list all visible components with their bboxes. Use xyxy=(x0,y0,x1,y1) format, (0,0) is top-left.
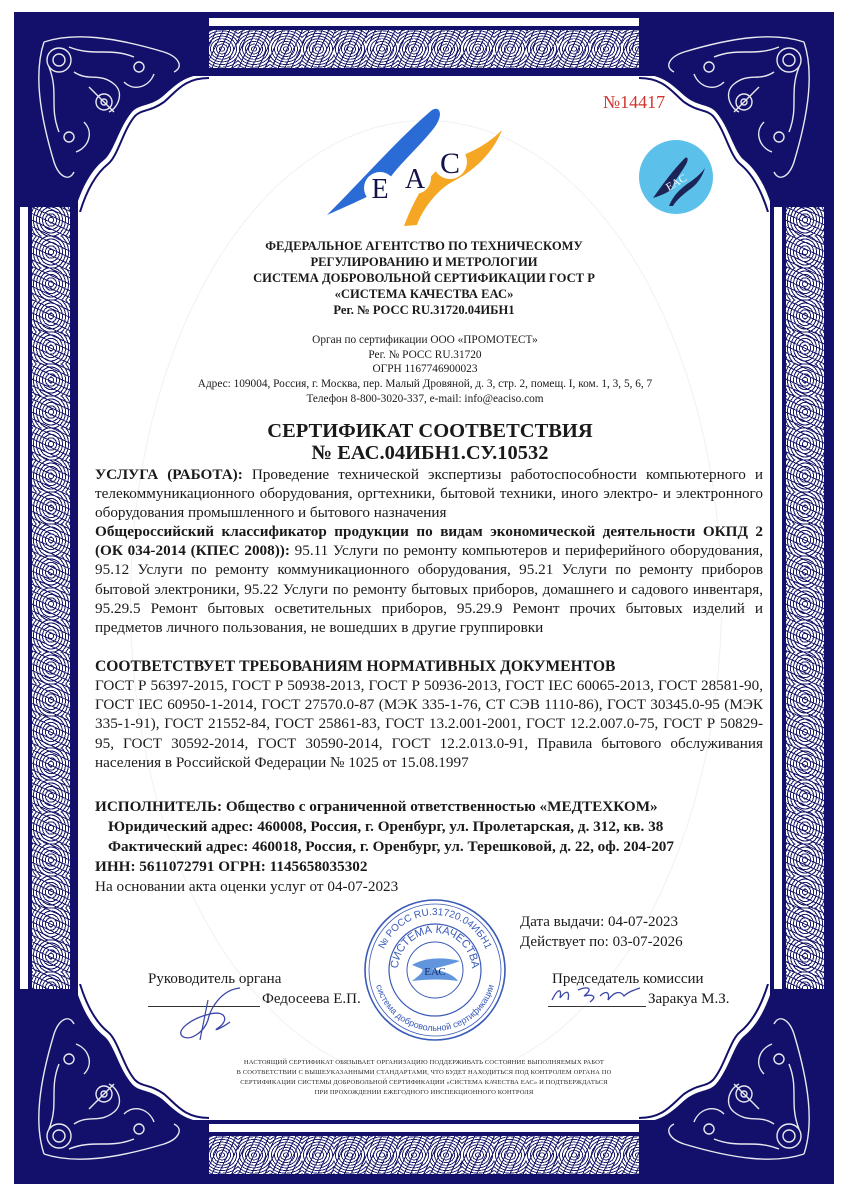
service-label: УСЛУГА (РАБОТА): xyxy=(95,466,243,483)
head-of-body-name: Федосеева Е.П. xyxy=(262,991,361,1007)
certificate-number: № ЕАС.04ИБН1.СУ.10532 xyxy=(311,442,549,464)
stamp-middle-text: СИСТЕМА КАЧЕСТВА xyxy=(388,923,482,970)
footer-line: СЕРТИФИКАЦИИ СИСТЕМЫ ДОБРОВОЛЬНОЙ СЕРТИФИКАЦИИ «СИСТЕМА КАЧЕСТВА ЕАС» И ПОДТВЕРЖДАТЬСЯ xyxy=(240,1079,608,1086)
head-of-body-label: Руководитель органа xyxy=(148,971,282,987)
certificate-title: СЕРТИФИКАТ СООТВЕТСТВИЯ xyxy=(267,420,593,442)
agency-header-line: СИСТЕМА ДОБРОВОЛЬНОЙ СЕРТИФИКАЦИИ ГОСТ Р xyxy=(253,271,595,285)
agency-header xyxy=(130,238,718,318)
executor-actual-address: Фактический адрес: 460018, Россия, г. Оренбург, ул. Терешковой, д. 22, оф. 204-207 xyxy=(108,838,674,855)
cert-body-line: Орган по сертификации ООО «ПРОМОТЕСТ» xyxy=(312,334,538,346)
cert-body-line: Телефон 8-800-3020-337, e-mail: info@eaciso.com xyxy=(306,392,544,405)
footer-line: В СООТВЕТСТВИИ С ВЫШЕУКАЗАННЫМИ СТАНДАРТАМИ, ЧТО БУДЕТ НАХОДИТЬСЯ ПОД КОНТРОЛЕМ ОРГАНА ПО xyxy=(236,1069,612,1076)
basis-line: На основании акта оценки услуг от 04-07-2023 xyxy=(95,878,399,895)
compliance-standards: ГОСТ Р 56397-2015, ГОСТ Р 50938-2013, ГОСТ Р 50936-2013, ГОСТ IEC 60065-2013, ГОСТ 28581-90, ГОСТ IEC 60950-1-2014, ГОСТ 27570.0-87 (МЭК 335-1-76, СТ СЭВ 1110-86), ГОСТ 30345.0-95 (МЭК 335-1-91), ГОСТ 21552-84, ГОСТ 25861-83, ГОСТ 13.2.001-2001, ГОСТ 12.2.007.0-75, ГОСТ Р 50829-95, ГОСТ 30592-2014, ГОСТ 30590-2014, ГОСТ 12.2.013.0-91, Правила бытового обслуживания населения в Российской Федерации № 1025 от 15.08.1997 xyxy=(95,677,763,771)
serial-number: №14417 xyxy=(603,92,666,112)
compliance-heading: СООТВЕТСТВУЕТ ТРЕБОВАНИЯМ НОРМАТИВНЫХ ДОКУМЕНТОВ xyxy=(95,658,616,675)
signature-chair-icon xyxy=(548,982,648,1013)
commission-chair-name: Заракуа М.З. xyxy=(648,991,730,1007)
service-text: Проведение технической экспертизы работоспособности компьютерного и телекоммуникационного оборудования, оргтехники, бытовой техники, иного электро- и электронного оборудования промышленного и бытового назначения xyxy=(95,466,763,522)
eac-badge-icon xyxy=(639,140,713,214)
classifier-text: 95.11 Услуги по ремонту компьютеров и периферийного оборудования, 95.12 Услуги по ремонту коммуникационного оборудования, 95.21 Услуги по ремонту приборов бытовой электроники, 95.22 Услуги по ремонту бытовых приборов, домашнего и садового инвентаря, 95.29.5 Ремонт бытовых осветительных приборов, 95.29.9 Ремонт прочих бытовых изделий и предметов личного пользования, не вошедших в другие группировки xyxy=(95,542,763,637)
footer-line: НАСТОЯЩИЙ СЕРТИФИКАТ ОБЯЗЫВАЕТ ОРГАНИЗАЦИЮ ПОДДЕРЖИВАТЬ СОСТОЯНИЕ ВЫПОЛНЯЕМЫХ РАБОТ xyxy=(243,1059,605,1066)
svg-text:EAC: EAC xyxy=(663,172,690,194)
executor-ids: ИНН: 5611072791 ОГРН: 1145658035302 xyxy=(95,858,368,875)
signature-head-icon xyxy=(170,980,260,1055)
cert-body-line: Адрес: 109004, Россия, г. Москва, пер. Малый Дровяной, д. 3, стр. 2, помещ. I, ком. 1, 3, 5, 6, 7 xyxy=(197,378,653,391)
official-stamp xyxy=(360,895,510,1045)
logo-letter-e: E xyxy=(371,174,389,205)
logo-letter-a: A xyxy=(404,164,426,195)
agency-header-line: ФЕДЕРАЛЬНОЕ АГЕНТСТВО ПО ТЕХНИЧЕСКОМУ xyxy=(265,239,583,253)
valid-until: Действует по: 03-07-2026 xyxy=(520,934,683,950)
cert-body-line: Рег. № РОСС RU.31720 xyxy=(368,348,482,361)
executor-line: ИСПОЛНИТЕЛЬ: Общество с ограниченной ответственностью «МЕДТЕХКОМ» xyxy=(95,798,658,815)
classifier-section xyxy=(95,522,763,637)
eac-logo xyxy=(322,100,522,230)
stamp-center-text: ЕАС xyxy=(424,966,446,978)
cert-body-line: ОГРН 1167746900023 xyxy=(372,363,478,376)
agency-header-line: «СИСТЕМА КАЧЕСТВА ЕАС» xyxy=(334,287,514,301)
stamp-bottom-text: система добровольной сертификации xyxy=(374,983,496,1034)
commission-chair-label: Председатель комиссии xyxy=(552,971,704,987)
certification-body xyxy=(100,333,750,407)
footer-notice xyxy=(180,1058,668,1098)
executor-legal-address: Юридический адрес: 460008, Россия, г. Оренбург, ул. Пролетарская, д. 312, кв. 38 xyxy=(108,818,664,835)
issue-date: Дата выдачи: 04-07-2023 xyxy=(520,914,678,930)
stamp-outer-text: № РОСС RU.31720.04ИБН1 xyxy=(376,907,494,951)
logo-letter-c: C xyxy=(439,147,461,180)
service-section xyxy=(95,465,763,523)
agency-header-line: Рег. № РОСС RU.31720.04ИБН1 xyxy=(333,303,515,317)
agency-header-line: РЕГУЛИРОВАНИЮ И МЕТРОЛОГИИ xyxy=(310,255,538,269)
footer-line: ПРИ ПРОХОЖДЕНИИ ЕЖЕГОДНОГО ИНСПЕКЦИОННОГО КОНТРОЛЯ xyxy=(314,1089,534,1096)
classifier-label: Общероссийский классификатор продукции по видам экономической деятельности ОКПД 2 (ОК 034-2014 (КПЕС 2008)): xyxy=(95,523,763,560)
